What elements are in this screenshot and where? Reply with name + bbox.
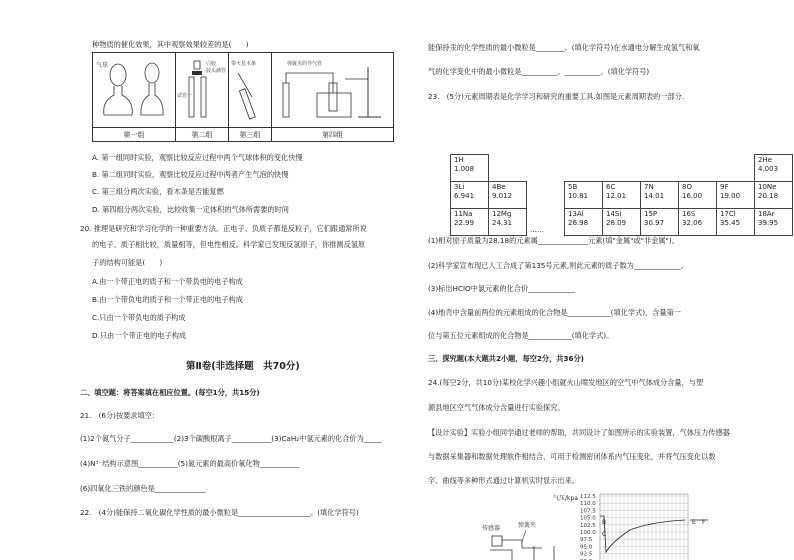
element-cell: 14Si 28.09 bbox=[603, 209, 641, 236]
q23-heading: 23. (5分)元素周期表是化学学习和研究的重要工具.如图是元素周期表的一部分. bbox=[428, 92, 685, 101]
element-cell: 8O 16.00 bbox=[679, 182, 717, 209]
q19-option-c: C. 第三组分两次实验，看木条是否能复燃 bbox=[92, 187, 224, 196]
group2-figure bbox=[176, 53, 229, 128]
group2-caption: 第二组 bbox=[176, 128, 229, 142]
q24-line-a: 24.(每空2分，共10分)某校化学兴趣小组就火山喷发地区的空气中气体成分含量，与塑 bbox=[428, 378, 704, 387]
graph-ytick: 105.0 bbox=[580, 515, 596, 522]
element-cell: 3Li 6.941 bbox=[451, 182, 489, 209]
element-cell: 4Be 9.012 bbox=[489, 182, 527, 209]
group4-label: 弹簧夹的导气管 bbox=[286, 61, 322, 67]
q23-part-2: (2)科学家宣布现已人工合成了第135号元素,则此元素的质子数为_____________。 bbox=[428, 261, 688, 270]
graph-ytick: 95.0 bbox=[580, 544, 593, 551]
q21-line-3: (6)四氧化三铁的颜色是______________ bbox=[80, 484, 206, 493]
q20-option-d: D.只由一个带正电的电子构成 bbox=[92, 331, 187, 340]
q20-line-1: 20. 推理是研究和学习化学的一种重要方法。正电子、负质子都是反粒子，它们跟通常所说 bbox=[80, 224, 367, 233]
clamp-label: 弹簧夹 bbox=[518, 522, 537, 529]
element-cell: 1H 1.008 bbox=[451, 155, 489, 182]
q20-option-a: A.由一个带正电的质子和一个带负电的电子构成 bbox=[92, 277, 243, 286]
graph-ytick: 107.5 bbox=[580, 508, 596, 515]
r-line-1: 能保持汞的化学性质的最小微粒是________。(填化学符号)在水通电分解生成氢气和氧 bbox=[428, 43, 700, 52]
q23-part-4a: (4)地壳中含量前两位的元素组成的化合物是____________(填化学式)，含量第一 bbox=[428, 308, 681, 317]
q22-text: 22. (4分)能保持二氧化碳化学性质的最小微粒是____________________。(填化学符号) bbox=[80, 508, 359, 517]
group2-label-b: 胶头滴管 bbox=[206, 68, 227, 74]
q19-option-a: A. 第一组同时实验，观察比较反应过程中两个气球体积的变化快慢 bbox=[92, 153, 303, 162]
group1-label: 气球 bbox=[96, 62, 109, 69]
element-cell: 11Na 22.99 bbox=[451, 209, 489, 236]
periodic-table bbox=[450, 154, 793, 236]
element-cell: 10Ne 20.18 bbox=[755, 182, 793, 209]
element-cell: 2He 4.003 bbox=[755, 155, 793, 182]
element-cell: 18Ar 39.95 bbox=[755, 209, 793, 236]
r-line-2: 气的化学变化中的最小微粒是__________、__________。(填化学符号) bbox=[428, 67, 650, 76]
graph-ytick: 92.5 bbox=[580, 551, 593, 558]
element-cell: 9F 19.00 bbox=[717, 182, 755, 209]
apparatus-figure bbox=[482, 518, 562, 560]
q19-tail: 种物质的催化效果，其中观察效果较差的是( ) bbox=[92, 40, 249, 49]
q20-option-c: C.只由一个带负电的质子构成 bbox=[92, 313, 186, 322]
q24-line-e: 字、曲线等多种形式通过计算机实时显示出来。 bbox=[428, 476, 579, 485]
graph-ytick: 102.5 bbox=[580, 522, 596, 529]
ellipsis: …… bbox=[530, 225, 544, 234]
element-cell: 5B 10.81 bbox=[565, 182, 603, 209]
graph-ylabel: 气压/kpa bbox=[553, 495, 578, 502]
sensor-label: 传感器 bbox=[482, 525, 501, 532]
q20-line-2: 的电子、质子相比较，质量相等，但电性相反。科学家已发现反氢原子，你推测反氢原 bbox=[92, 240, 366, 249]
q21-heading: 21. (6分)按要求填空： bbox=[80, 411, 160, 420]
point-e: E bbox=[692, 519, 696, 526]
element-cell: 12Mg 24.31 bbox=[489, 209, 527, 236]
point-c: C bbox=[602, 531, 607, 538]
graph-ytick: 110.0 bbox=[580, 501, 596, 508]
q23-part-1: (1)相对原子质量为28.18的元素属______________元素(填"金属"或"非金属")。 bbox=[428, 236, 679, 245]
q20-line-3: 子的结构可能是( ) bbox=[92, 258, 163, 267]
group2-label-c: 试管一 bbox=[177, 93, 193, 99]
pressure-graph bbox=[570, 490, 720, 560]
group1-figure bbox=[93, 53, 176, 128]
group3-figure bbox=[229, 53, 272, 128]
q21-line-2: (4)N³⁻结构示意图___________(5)氮元素的最高价氧化物___________ bbox=[80, 459, 300, 468]
group3-label: 带火星木条 bbox=[231, 61, 257, 67]
experiment-table bbox=[92, 52, 394, 142]
group4-figure bbox=[272, 53, 394, 128]
element-cell: 16S 32.06 bbox=[679, 209, 717, 236]
q24-line-b: 源县地区空气气体成分含量进行实验探究。 bbox=[428, 403, 565, 412]
q21-line-1: (1)2个氮气分子____________(2)3个碳酸根离子___________(3)CaH₂中氢元素的化合价为_____ bbox=[80, 434, 382, 443]
q24-line-c: 【设计实验】实验小组同学通过老师的帮助，共同设计了如图所示的实验装置，气体压力传感器 bbox=[428, 428, 730, 437]
element-cell: 15P 30.97 bbox=[641, 209, 679, 236]
element-cell: 7N 14.01 bbox=[641, 182, 679, 209]
q19-option-d: D. 第四组分两次实验，比较收集一定体积的气体所需要的时间 bbox=[92, 205, 289, 214]
section2-title: 第Ⅱ卷(非选择题 共70分) bbox=[186, 361, 300, 372]
q19-option-b: B. 第二组同时实验，观察比较反应过程中两者产生气泡的快慢 bbox=[92, 170, 289, 179]
graph-ytick: 112.5 bbox=[580, 494, 596, 500]
section3-title: 三、探究题(本大题共2小题，每空2分，共36分) bbox=[428, 354, 584, 363]
q23-part-4b: 位与第五位元素组成的化合物是____________(填化学式)。 bbox=[428, 331, 614, 340]
graph-ytick: 97.5 bbox=[580, 537, 593, 544]
element-cell: 17Cl 35.45 bbox=[717, 209, 755, 236]
group1-caption: 第一组 bbox=[93, 128, 176, 142]
group2-label-a: 白胶 bbox=[206, 61, 217, 67]
point-b: B bbox=[602, 519, 607, 526]
q23-part-3: (3)标出HClO中氯元素的化合价_____________ bbox=[428, 284, 575, 293]
group4-caption: 第四组 bbox=[272, 128, 394, 142]
point-f: F bbox=[702, 519, 706, 526]
group3-caption: 第三组 bbox=[229, 128, 272, 142]
element-cell: 6C 12.01 bbox=[603, 182, 641, 209]
graph-ytick: 100.0 bbox=[580, 530, 596, 536]
q20-option-b: B.由一个带负电的质子和一个带正电的电子构成 bbox=[92, 295, 243, 304]
q24-line-d: 与数据采集器和数据处理软件相结合，可用于检测密闭体系内气压变化，并将气压变化以数 bbox=[428, 452, 716, 461]
fill-section-title: 二、填空题：将答案填在相应位置。(每空1分，共15分) bbox=[80, 388, 260, 397]
element-cell: 13Al 26.98 bbox=[565, 209, 603, 236]
